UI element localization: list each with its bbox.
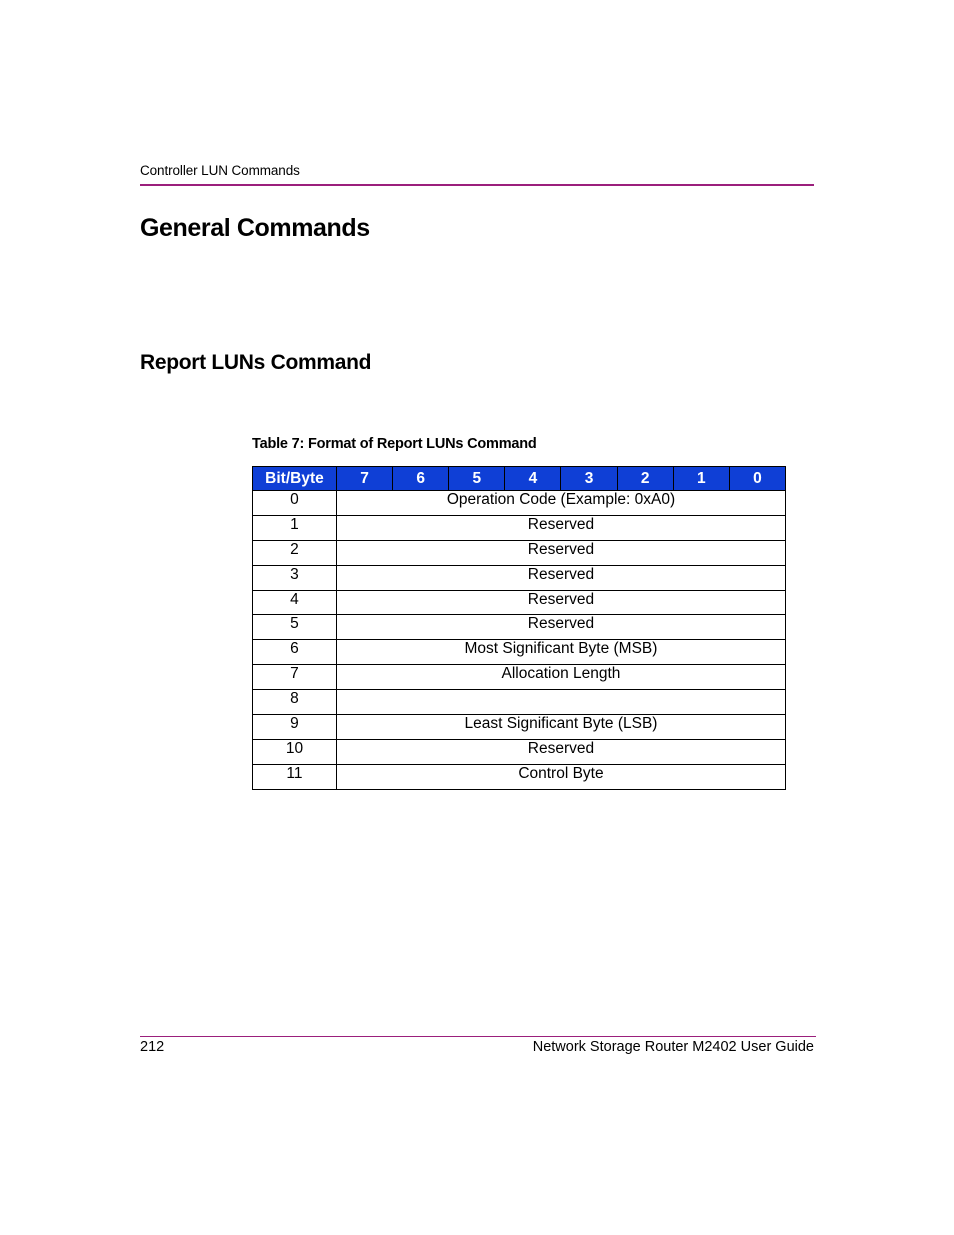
field-cell: Allocation Length [336, 665, 785, 690]
table-row [253, 665, 786, 690]
field-cell: Reserved [336, 565, 785, 590]
byte-cell: 10 [253, 739, 337, 764]
byte-cell: 1 [253, 515, 337, 540]
page-number: 212 [140, 1039, 165, 1055]
field-cell: Reserved [336, 615, 785, 640]
field-cell: Operation Code (Example: 0xA0) [336, 491, 785, 516]
table-row [253, 764, 786, 789]
table-row [253, 640, 786, 665]
report-luns-format-table [252, 466, 786, 790]
byte-cell: 5 [253, 615, 337, 640]
table-row [253, 515, 786, 540]
byte-cell: 4 [253, 590, 337, 615]
header-bit-2: 2 [617, 467, 673, 491]
field-cell: Control Byte [336, 764, 785, 789]
field-cell: Most Significant Byte (MSB) [336, 640, 785, 665]
header-bit-7: 7 [336, 467, 392, 491]
document-title: Network Storage Router M2402 User Guide [532, 1039, 814, 1055]
field-cell: Reserved [336, 739, 785, 764]
table-caption: Table 7: Format of Report LUNs Command [252, 436, 537, 452]
byte-cell: 3 [253, 565, 337, 590]
header-bit-1: 1 [673, 467, 729, 491]
table-row [253, 590, 786, 615]
header-rule [140, 184, 814, 186]
table-row [253, 491, 786, 516]
footer-rule [140, 1036, 816, 1037]
field-cell: Least Significant Byte (LSB) [336, 715, 785, 740]
header-bit-5: 5 [449, 467, 505, 491]
field-cell: Reserved [336, 515, 785, 540]
field-cell: Reserved [336, 590, 785, 615]
section-heading: General Commands [140, 214, 370, 242]
table-row [253, 540, 786, 565]
byte-cell: 6 [253, 640, 337, 665]
field-cell [336, 690, 785, 715]
header-bit-3: 3 [561, 467, 617, 491]
byte-cell: 7 [253, 665, 337, 690]
table-row [253, 739, 786, 764]
table-row [253, 690, 786, 715]
header-bit-4: 4 [505, 467, 561, 491]
subsection-heading: Report LUNs Command [140, 351, 372, 374]
header-bit-0: 0 [729, 467, 785, 491]
table-row [253, 565, 786, 590]
table-row [253, 715, 786, 740]
byte-cell: 11 [253, 764, 337, 789]
running-header: Controller LUN Commands [140, 163, 300, 178]
header-bit-byte: Bit/Byte [253, 467, 337, 491]
table-header-row [253, 467, 786, 491]
header-bit-6: 6 [393, 467, 449, 491]
byte-cell: 2 [253, 540, 337, 565]
byte-cell: 0 [253, 491, 337, 516]
table-row [253, 615, 786, 640]
byte-cell: 9 [253, 715, 337, 740]
field-cell: Reserved [336, 540, 785, 565]
byte-cell: 8 [253, 690, 337, 715]
